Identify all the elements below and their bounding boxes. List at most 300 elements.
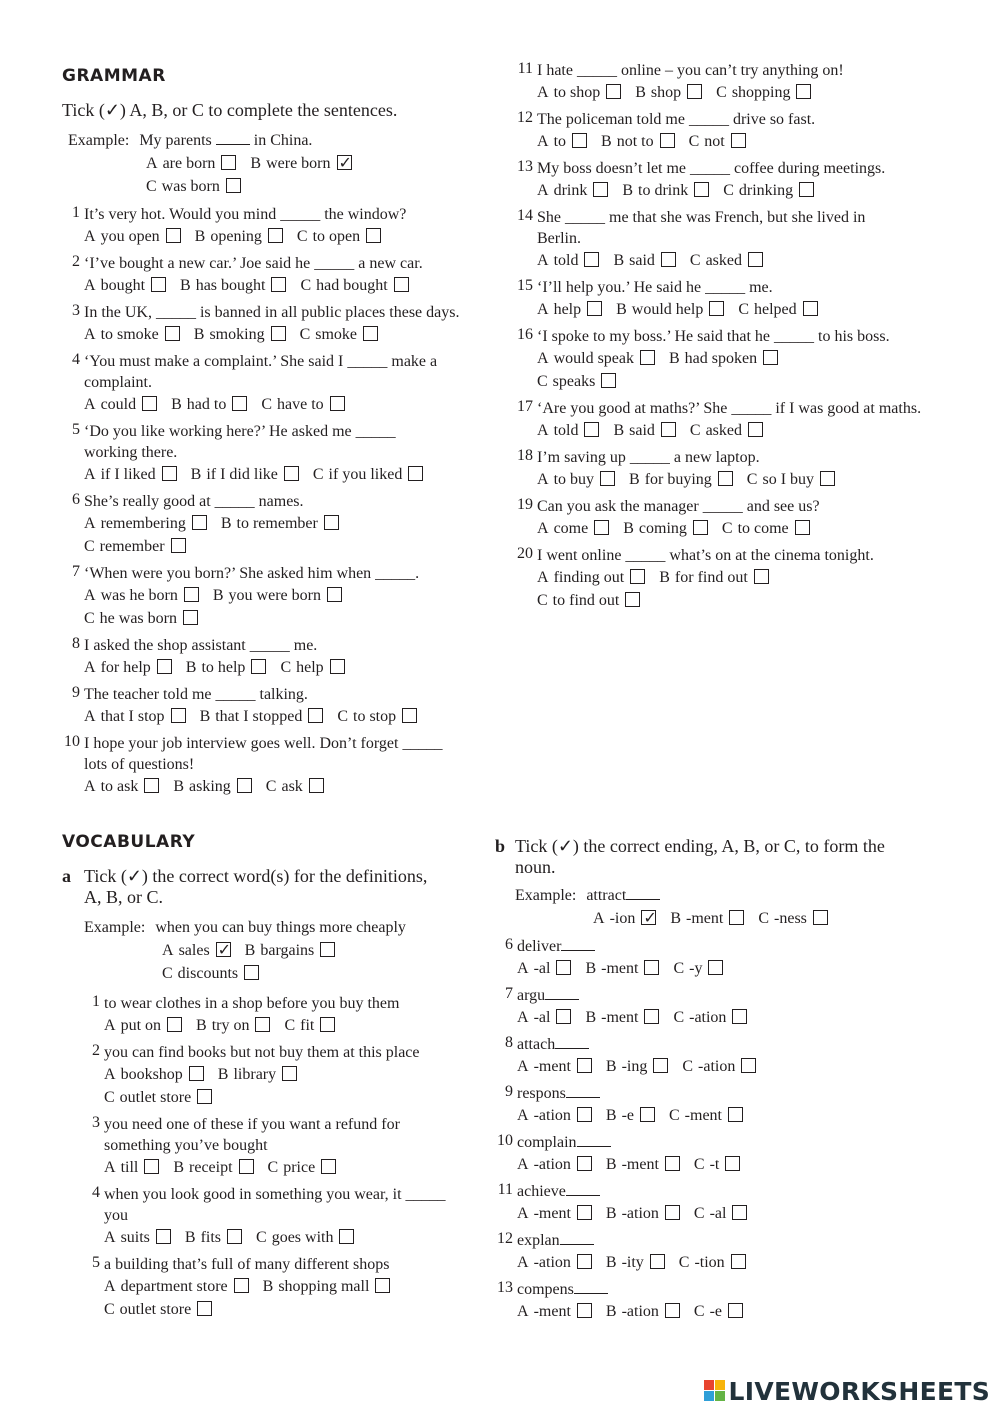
vocab-b-option-b-checkbox[interactable] xyxy=(644,1009,659,1024)
vocab-a-option-c[interactable] xyxy=(104,1086,212,1109)
grammar-question xyxy=(62,253,492,297)
vocab-a-option-a-checkbox[interactable] xyxy=(156,1229,171,1244)
vocab-b-option-c-checkbox[interactable] xyxy=(725,1156,740,1171)
grammar-option-c[interactable] xyxy=(716,81,811,104)
vocab-a-option-b[interactable] xyxy=(263,1275,391,1298)
grammar-option-b[interactable] xyxy=(629,468,733,491)
vocab-b-option-b[interactable] xyxy=(606,1300,680,1323)
vocab-a-example-option-b-checkbox[interactable] xyxy=(320,942,335,957)
vocab-a-option-c[interactable] xyxy=(104,1298,212,1321)
grammar-option-b-checkbox[interactable] xyxy=(693,520,708,535)
grammar-option-c[interactable] xyxy=(723,179,814,202)
grammar-option-c-checkbox[interactable] xyxy=(394,277,409,292)
vocab-b-option-a[interactable] xyxy=(517,1251,592,1274)
vocab-a-option-b-text: try on xyxy=(211,1017,250,1034)
grammar-option-a-checkbox[interactable] xyxy=(593,182,608,197)
vocab-a-option-b[interactable] xyxy=(196,1014,270,1037)
grammar-option-b[interactable] xyxy=(221,512,339,535)
grammar-example-option-c-checkbox[interactable] xyxy=(226,178,241,193)
vocab-a-example-option-b[interactable] xyxy=(245,939,336,962)
grammar-option-b[interactable] xyxy=(659,566,769,589)
vocab-b-option-b[interactable] xyxy=(585,957,659,980)
grammar-option-c[interactable] xyxy=(300,323,378,346)
vocab-b-option-a-checkbox[interactable] xyxy=(577,1254,592,1269)
grammar-question-options xyxy=(537,298,955,321)
vocab-a-option-b[interactable] xyxy=(218,1063,297,1086)
grammar-question-text: I hope your job interview goes well. Don’t forget _____ xyxy=(84,735,443,752)
grammar-option-c-checkbox[interactable] xyxy=(363,326,378,341)
grammar-option-c-checkbox[interactable] xyxy=(171,538,186,553)
grammar-option-c-checkbox[interactable] xyxy=(795,520,810,535)
grammar-option-a[interactable] xyxy=(537,517,609,540)
grammar-option-a[interactable] xyxy=(537,419,599,442)
grammar-option-b-checkbox[interactable] xyxy=(709,301,724,316)
vocab-a-option-a[interactable] xyxy=(104,1275,249,1298)
grammar-option-b-checkbox[interactable] xyxy=(661,252,676,267)
grammar-option-a[interactable] xyxy=(84,584,199,607)
grammar-option-b-checkbox[interactable] xyxy=(237,778,252,793)
grammar-option-a-checkbox[interactable] xyxy=(584,422,599,437)
vocab-a-option-b[interactable] xyxy=(173,1156,253,1179)
vocab-a-option-b-checkbox[interactable] xyxy=(227,1229,242,1244)
grammar-option-c-checkbox[interactable] xyxy=(748,422,763,437)
vocab-a-example-option-a[interactable] xyxy=(162,939,231,962)
grammar-option-b-checkbox[interactable] xyxy=(754,569,769,584)
grammar-option-b-checkbox[interactable] xyxy=(687,84,702,99)
example-options xyxy=(68,152,492,198)
grammar-option-a-checkbox[interactable] xyxy=(587,301,602,316)
grammar-option-c[interactable] xyxy=(337,705,417,728)
grammar-question-text: ‘I spoke to my boss.’ He said that he _____ to his boss. xyxy=(537,328,890,345)
grammar-option-c[interactable] xyxy=(738,298,817,321)
grammar-question-text: In the UK, _____ is banned in all public places these days. xyxy=(84,304,460,321)
vocab-b-option-a-checkbox[interactable] xyxy=(577,1107,592,1122)
grammar-option-a[interactable] xyxy=(84,705,186,728)
grammar-option-a[interactable] xyxy=(84,225,181,248)
grammar-option-a[interactable] xyxy=(84,323,180,346)
grammar-option-c-checkbox[interactable] xyxy=(803,301,818,316)
vocab-b-option-a-checkbox[interactable] xyxy=(577,1303,592,1318)
grammar-option-a-letter: A xyxy=(84,228,96,245)
vocab-b-question-options xyxy=(517,1104,955,1127)
grammar-option-a[interactable] xyxy=(537,179,608,202)
grammar-option-b[interactable] xyxy=(613,419,675,442)
grammar-option-b[interactable] xyxy=(171,393,247,416)
vocab-b-option-a[interactable] xyxy=(517,1055,592,1078)
vocab-b-option-a[interactable] xyxy=(517,1202,592,1225)
grammar-option-a-checkbox[interactable] xyxy=(142,396,157,411)
vocab-b-option-c[interactable] xyxy=(669,1104,743,1127)
grammar-option-b-checkbox[interactable] xyxy=(763,350,778,365)
vocab-a-option-a-checkbox[interactable] xyxy=(167,1017,182,1032)
grammar-option-a[interactable] xyxy=(537,347,655,370)
grammar-option-b[interactable] xyxy=(200,705,324,728)
grammar-question xyxy=(62,421,492,486)
grammar-option-b[interactable] xyxy=(635,81,702,104)
grammar-option-a[interactable] xyxy=(537,130,587,153)
vocab-b-option-a-checkbox[interactable] xyxy=(556,960,571,975)
grammar-option-b[interactable] xyxy=(623,517,708,540)
vocab-b-option-a-checkbox[interactable] xyxy=(577,1205,592,1220)
vocab-b-option-b-letter: B xyxy=(585,1009,597,1026)
vocab-b-question-number: 11 xyxy=(497,1181,513,1198)
vocab-b-example-option-b-checkbox[interactable] xyxy=(729,910,744,925)
vocab-b-option-c-checkbox[interactable] xyxy=(728,1107,743,1122)
grammar-option-c-checkbox[interactable] xyxy=(748,252,763,267)
grammar-option-a[interactable] xyxy=(537,81,621,104)
vocab-b-option-c-text: -ation xyxy=(689,1009,727,1026)
grammar-option-a-checkbox[interactable] xyxy=(166,228,181,243)
grammar-question xyxy=(515,277,955,321)
grammar-option-c[interactable] xyxy=(261,393,344,416)
grammar-option-a[interactable] xyxy=(537,566,645,589)
grammar-option-a-letter: A xyxy=(84,587,96,604)
grammar-option-a-checkbox[interactable] xyxy=(584,252,599,267)
vocab-b-example-option-c[interactable] xyxy=(758,907,828,930)
vocab-a-option-c[interactable] xyxy=(284,1014,335,1037)
grammar-option-b[interactable] xyxy=(669,347,778,370)
grammar-question-text: I hate _____ online – you can’t try anything on! xyxy=(537,62,844,79)
grammar-option-c-checkbox[interactable] xyxy=(402,708,417,723)
vocab-b-option-b[interactable] xyxy=(606,1104,655,1127)
grammar-option-a[interactable] xyxy=(84,393,157,416)
vocab-a-option-a-letter: A xyxy=(104,1278,116,1295)
vocab-b-option-b[interactable] xyxy=(585,1006,659,1029)
vocab-a-example-option-b-text: bargains xyxy=(260,942,315,959)
grammar-option-b-checkbox[interactable] xyxy=(271,277,286,292)
grammar-option-a[interactable] xyxy=(84,512,207,535)
vocab-a-example-option-c-text: discounts xyxy=(177,965,239,982)
grammar-option-a[interactable] xyxy=(84,656,172,679)
vocab-b-option-b-text: -e xyxy=(621,1107,634,1124)
grammar-option-c-checkbox[interactable] xyxy=(408,466,423,481)
grammar-option-c[interactable] xyxy=(747,468,835,491)
vocab-b-example-option-c-checkbox[interactable] xyxy=(813,910,828,925)
vocab-b-example-option-b[interactable] xyxy=(670,907,744,930)
grammar-option-a[interactable] xyxy=(537,249,599,272)
grammar-option-c[interactable] xyxy=(313,463,423,486)
grammar-example-option-a[interactable] xyxy=(146,152,236,175)
grammar-option-c[interactable] xyxy=(537,370,616,393)
vocab-a-option-b[interactable] xyxy=(185,1226,242,1249)
vocab-b-option-a-checkbox[interactable] xyxy=(577,1156,592,1171)
vocab-b-option-b-checkbox[interactable] xyxy=(644,960,659,975)
vocab-b-option-a[interactable] xyxy=(517,1300,592,1323)
vocab-a-option-b-checkbox[interactable] xyxy=(239,1159,254,1174)
vocab-b-option-b-letter: B xyxy=(605,1156,617,1173)
grammar-option-b-checkbox[interactable] xyxy=(308,708,323,723)
vocab-b-option-c[interactable] xyxy=(679,1251,746,1274)
grammar-option-c-letter: C xyxy=(689,252,701,269)
vocab-a-option-c-checkbox[interactable] xyxy=(321,1159,336,1174)
vocab-a-example-option-a-letter: A xyxy=(162,942,174,959)
vocab-b-option-c-letter: C xyxy=(693,1156,705,1173)
vocab-b-option-b-checkbox[interactable] xyxy=(665,1205,680,1220)
vocab-b-option-a[interactable] xyxy=(517,1104,592,1127)
vocab-b-example-option-a[interactable] xyxy=(593,907,656,930)
vocab-b-option-c[interactable] xyxy=(694,1153,740,1176)
grammar-option-b-letter: B xyxy=(622,182,634,199)
grammar-option-a-letter: A xyxy=(84,659,96,676)
grammar-option-a-checkbox[interactable] xyxy=(171,708,186,723)
vocab-a-example-option-c-checkbox[interactable] xyxy=(244,965,259,980)
vocab-b-option-a-checkbox[interactable] xyxy=(577,1058,592,1073)
vocab-a-option-a-checkbox[interactable] xyxy=(234,1278,249,1293)
grammar-question xyxy=(62,491,492,558)
vocab-b-option-a[interactable] xyxy=(517,1006,571,1029)
vocab-b-option-b[interactable] xyxy=(606,1251,665,1274)
grammar-option-a[interactable] xyxy=(84,463,177,486)
grammar-option-c-checkbox[interactable] xyxy=(309,778,324,793)
vocab-a-option-b-letter: B xyxy=(196,1017,207,1034)
vocab-b-option-b-checkbox[interactable] xyxy=(650,1254,665,1269)
vocab-a-option-b-checkbox[interactable] xyxy=(375,1278,390,1293)
vocab-b-label: b xyxy=(495,836,506,856)
grammar-option-b-letter: B xyxy=(212,587,224,604)
vocab-b-stem-text: attach xyxy=(517,1036,556,1053)
vocab-b-option-b[interactable] xyxy=(606,1055,668,1078)
grammar-option-c-checkbox[interactable] xyxy=(731,133,746,148)
grammar-example-option-b[interactable] xyxy=(250,152,351,175)
vocab-a-option-a-checkbox[interactable] xyxy=(189,1066,204,1081)
grammar-question-number: 9 xyxy=(72,684,80,701)
grammar-option-a-checkbox[interactable] xyxy=(594,520,609,535)
vocab-b-option-b[interactable] xyxy=(606,1202,680,1225)
vocab-b-option-c-checkbox[interactable] xyxy=(741,1058,756,1073)
vocab-b-option-a[interactable] xyxy=(517,1153,592,1176)
grammar-option-c-checkbox[interactable] xyxy=(601,373,616,388)
grammar-option-c[interactable] xyxy=(537,589,640,612)
grammar-option-b[interactable] xyxy=(613,249,675,272)
grammar-question-number: 16 xyxy=(517,326,533,343)
grammar-example-option-c-text: was born xyxy=(161,178,220,195)
vocab-a-option-a-letter: A xyxy=(104,1159,116,1176)
vocab-b-option-a-letter: A xyxy=(517,1303,529,1320)
grammar-option-b[interactable] xyxy=(194,323,286,346)
grammar-option-b-text: had spoken xyxy=(684,350,758,367)
grammar-option-c[interactable] xyxy=(690,419,763,442)
grammar-option-b-checkbox[interactable] xyxy=(251,659,266,674)
vocab-b-option-c-letter: C xyxy=(673,1009,685,1026)
vocab-a-option-c[interactable] xyxy=(268,1156,337,1179)
grammar-option-c-checkbox[interactable] xyxy=(796,84,811,99)
grammar-option-b[interactable] xyxy=(616,298,724,321)
vocab-a-option-a-text: suits xyxy=(120,1229,150,1246)
vocab-b-option-c[interactable] xyxy=(694,1300,743,1323)
grammar-question-text: ‘You must make a complaint.’ She said I _____ make a xyxy=(84,353,438,370)
vocab-b-option-c-checkbox[interactable] xyxy=(708,960,723,975)
vocab-a-question-number: 2 xyxy=(92,1042,100,1059)
grammar-option-c[interactable] xyxy=(280,656,344,679)
vocab-a-question-text: to wear clothes in a shop before you buy them xyxy=(104,995,400,1012)
grammar-option-c[interactable] xyxy=(266,775,324,798)
grammar-option-c-checkbox[interactable] xyxy=(366,228,381,243)
grammar-option-c[interactable] xyxy=(722,517,810,540)
vocab-a-example-option-a-checkbox[interactable] xyxy=(216,942,231,957)
vocab-a-option-a[interactable] xyxy=(104,1156,159,1179)
grammar-option-c[interactable] xyxy=(300,274,408,297)
vocab-b-stem-blank xyxy=(545,986,579,1000)
grammar-option-b-text: to help xyxy=(201,659,246,676)
vocabulary-part-b xyxy=(495,836,955,1328)
grammar-option-b-letter: B xyxy=(616,301,627,318)
grammar-option-c-checkbox[interactable] xyxy=(183,610,198,625)
grammar-option-a-checkbox[interactable] xyxy=(162,466,177,481)
grammar-option-b-checkbox[interactable] xyxy=(660,133,675,148)
vocab-b-question-stem xyxy=(517,1181,955,1202)
vocab-a-option-c-checkbox[interactable] xyxy=(320,1017,335,1032)
vocab-a-option-b-checkbox[interactable] xyxy=(282,1066,297,1081)
vocab-b-option-b-checkbox[interactable] xyxy=(665,1156,680,1171)
grammar-option-a-checkbox[interactable] xyxy=(640,350,655,365)
vocab-b-option-a-checkbox[interactable] xyxy=(556,1009,571,1024)
grammar-option-b-checkbox[interactable] xyxy=(268,228,283,243)
vocab-b-option-c[interactable] xyxy=(694,1202,748,1225)
vocab-b-option-c[interactable] xyxy=(682,1055,756,1078)
grammar-option-b-checkbox[interactable] xyxy=(271,326,286,341)
grammar-question-options xyxy=(537,81,955,104)
grammar-option-b-checkbox[interactable] xyxy=(718,471,733,486)
grammar-option-a-checkbox[interactable] xyxy=(165,326,180,341)
vocab-a-question xyxy=(82,993,492,1037)
grammar-option-a[interactable] xyxy=(84,775,159,798)
grammar-option-c[interactable] xyxy=(690,249,763,272)
vocab-b-option-c-checkbox[interactable] xyxy=(732,1009,747,1024)
grammar-option-a-checkbox[interactable] xyxy=(151,277,166,292)
vocab-b-example-option-a-text: -ion xyxy=(609,910,636,927)
grammar-option-b[interactable] xyxy=(173,775,251,798)
grammar-option-c-text: to open xyxy=(312,228,361,245)
vocab-a-question-number: 5 xyxy=(92,1254,100,1271)
grammar-option-b-checkbox[interactable] xyxy=(284,466,299,481)
grammar-option-a[interactable] xyxy=(537,298,602,321)
vocab-b-stem-blank xyxy=(561,937,595,951)
vocab-b-option-b-text: -ment xyxy=(601,960,639,977)
grammar-option-b-checkbox[interactable] xyxy=(232,396,247,411)
vocab-b-option-a[interactable] xyxy=(517,957,571,980)
grammar-option-c-checkbox[interactable] xyxy=(330,659,345,674)
vocab-b-example-option-b-text: -ment xyxy=(686,910,724,927)
vocab-b-option-c-text: -ment xyxy=(684,1107,722,1124)
grammar-example-option-b-checkbox[interactable] xyxy=(337,155,352,170)
vocab-b-question-options xyxy=(517,1153,955,1176)
vocab-a-option-c-checkbox[interactable] xyxy=(197,1089,212,1104)
grammar-question xyxy=(515,60,955,104)
vocab-a-option-c-text: outlet store xyxy=(119,1301,192,1318)
grammar-example-option-a-checkbox[interactable] xyxy=(221,155,236,170)
vocab-a-option-a[interactable] xyxy=(104,1014,182,1037)
vocab-b-option-c[interactable] xyxy=(673,957,723,980)
grammar-option-a-checkbox[interactable] xyxy=(630,569,645,584)
vocab-b-option-b[interactable] xyxy=(606,1153,680,1176)
grammar-question xyxy=(515,545,955,612)
grammar-option-b[interactable] xyxy=(191,463,299,486)
grammar-option-b-letter: B xyxy=(613,422,625,439)
grammar-question-text: The teacher told me _____ talking. xyxy=(84,686,308,703)
vocab-a-question-number: 4 xyxy=(92,1184,100,1201)
grammar-option-a[interactable] xyxy=(84,274,166,297)
grammar-option-a-checkbox[interactable] xyxy=(157,659,172,674)
vocab-b-stem-blank xyxy=(577,1133,611,1147)
grammar-example-option-c[interactable] xyxy=(146,175,241,198)
example-label: Example: xyxy=(68,132,130,149)
vocab-a-instruction xyxy=(62,866,492,908)
vocab-b-question-number: 13 xyxy=(497,1279,513,1296)
grammar-option-c-checkbox[interactable] xyxy=(799,182,814,197)
grammar-option-a-checkbox[interactable] xyxy=(184,587,199,602)
vocab-b-option-c[interactable] xyxy=(673,1006,747,1029)
vocab-b-option-c-checkbox[interactable] xyxy=(732,1205,747,1220)
grammar-option-a-letter: A xyxy=(84,326,96,343)
grammar-option-b-checkbox[interactable] xyxy=(661,422,676,437)
grammar-example-option-c-letter: C xyxy=(146,178,157,195)
vocab-a-option-a[interactable] xyxy=(104,1226,171,1249)
vocab-a-question-options xyxy=(104,1226,492,1249)
liveworksheets-logo-icon xyxy=(704,1380,726,1402)
grammar-option-a-text: bought xyxy=(100,277,146,294)
vocab-b-option-b-checkbox[interactable] xyxy=(640,1107,655,1122)
grammar-option-c-checkbox[interactable] xyxy=(625,592,640,607)
grammar-option-c[interactable] xyxy=(689,130,746,153)
grammar-option-b-checkbox[interactable] xyxy=(324,515,339,530)
grammar-option-b[interactable] xyxy=(622,179,709,202)
grammar-option-a-text: drink xyxy=(553,182,588,199)
grammar-option-b[interactable] xyxy=(213,584,342,607)
vocab-b-example-option-a-checkbox[interactable] xyxy=(641,910,656,925)
grammar-option-a-checkbox[interactable] xyxy=(144,778,159,793)
liveworksheets-logo-text: LIVEWORKSHEETS xyxy=(728,1376,990,1406)
vocab-a-option-b-checkbox[interactable] xyxy=(255,1017,270,1032)
grammar-option-c-checkbox[interactable] xyxy=(820,471,835,486)
vocab-b-option-b-checkbox[interactable] xyxy=(665,1303,680,1318)
example-post: in China. xyxy=(253,132,313,149)
grammar-option-b[interactable] xyxy=(195,225,283,248)
vocab-a-option-b-letter: B xyxy=(217,1066,229,1083)
grammar-option-c-checkbox[interactable] xyxy=(330,396,345,411)
vocab-a-option-c-checkbox[interactable] xyxy=(339,1229,354,1244)
vocab-a-option-a-checkbox[interactable] xyxy=(144,1159,159,1174)
grammar-question-options xyxy=(84,274,492,297)
vocab-b-stem-text: explan xyxy=(517,1232,560,1249)
grammar-option-b-checkbox[interactable] xyxy=(327,587,342,602)
vocab-b-question-stem xyxy=(517,1083,955,1104)
grammar-option-b-checkbox[interactable] xyxy=(694,182,709,197)
grammar-option-b-letter: B xyxy=(669,350,680,367)
vocab-a-option-a[interactable] xyxy=(104,1063,204,1086)
grammar-option-a-checkbox[interactable] xyxy=(572,133,587,148)
grammar-option-a-checkbox[interactable] xyxy=(192,515,207,530)
grammar-option-c[interactable] xyxy=(84,535,186,558)
vocab-b-option-b-checkbox[interactable] xyxy=(653,1058,668,1073)
grammar-option-b[interactable] xyxy=(186,656,267,679)
grammar-option-c[interactable] xyxy=(297,225,381,248)
vocab-a-option-c-checkbox[interactable] xyxy=(197,1301,212,1316)
grammar-option-b[interactable] xyxy=(601,130,675,153)
vocab-a-example-option-c[interactable] xyxy=(162,962,259,985)
grammar-option-c[interactable] xyxy=(84,607,198,630)
grammar-option-b[interactable] xyxy=(180,274,286,297)
vocab-b-option-c-checkbox[interactable] xyxy=(728,1303,743,1318)
grammar-option-a-checkbox[interactable] xyxy=(600,471,615,486)
grammar-option-b-letter: B xyxy=(190,466,202,483)
grammar-option-a-checkbox[interactable] xyxy=(606,84,621,99)
grammar-option-a[interactable] xyxy=(537,468,615,491)
vocab-b-option-c-checkbox[interactable] xyxy=(731,1254,746,1269)
vocab-b-question-options xyxy=(517,1202,955,1225)
grammar-question xyxy=(62,684,492,728)
grammar-option-a-text: for help xyxy=(100,659,151,676)
vocab-a-option-c[interactable] xyxy=(256,1226,354,1249)
